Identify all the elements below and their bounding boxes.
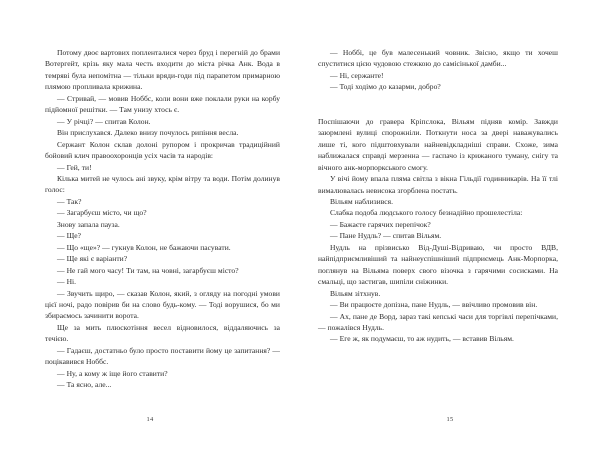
paragraph: — Ще? — [57, 231, 81, 241]
paragraph: — Ну, а кому ж іще його ставити? — [57, 368, 168, 378]
paragraph: Поспішаючи до гравера Кріпслока, Вільям підняв комір. Завжди заюрмлені вулиці спорожніли. Поткнути носа за двері наважувались лише ті, кого підштовхували найневідкладніші справи. Схоже, зима наближалася справді мерзенна — гаспачо із крижаного туману, снігу та вічного анк-морпоркського смогу. — [318, 116, 558, 172]
paragraph: — Бажаєте гарячих перепічок? — [330, 219, 431, 229]
paragraph: — У річці? — спитав Колон. — [57, 116, 151, 126]
paragraph: Вільям зітхнув. — [330, 288, 381, 298]
paragraph: Вільям наблизився. — [330, 196, 394, 206]
paragraph: — Так? — [57, 196, 82, 206]
paragraph: — Звучить щиро, — сказав Колон, який, з огляду на погодні умови цієї ночі, радо повірив би на слово будь-кому. — Тоді ворушися, бо ми збираємось зачинити ворота. — [45, 288, 280, 321]
paragraph: — Пане Нудль? — спитав Вільям. — [330, 231, 442, 241]
paragraph: — Що «ще»? — гукнув Колон, не бажаючи пасувати. — [57, 242, 231, 252]
paragraph: — Гей, ти! — [57, 162, 92, 172]
page-number: 15 — [446, 416, 454, 423]
paragraph: Потому двоє вартових попленталися через бруд і перегній до брами Вотергейт, крізь яку мала честь входити до міста річка Анк. Вода в темряві була непомітна — тільки вряди-годи під парапетом примарною плямою пропливала крижина. — [45, 48, 280, 92]
page-number: 14 — [146, 416, 154, 423]
paragraph: У вічі йому впала пляма світла з вікна Гільдії годинникарів. На її тлі вималювалась невисока згорблена постать. — [318, 174, 558, 195]
paragraph: — Загарбуєш місто, чи що? — [57, 208, 147, 218]
paragraph: — Еге ж, як подумаєш, то аж нудить, — вставив Вільям. — [330, 334, 514, 344]
paragraph: Знову запала пауза. — [57, 219, 120, 229]
left-page-text-column — [45, 47, 280, 391]
paragraph: Нудль на прізвисько Від-Душі-Відриваю, чи просто ВДВ, найпідприємливіший та найнеуспішніший підприємець Анк-Морпорка, поглянув на Вільяма поверх свого візочка з гарячими сосисками. На смальці, що застигав, шипіли сніжинки. — [318, 242, 558, 287]
paragraph: — Не гай мого часу! Ти там, на човні, загарбуєш місто? — [57, 265, 239, 275]
paragraph: Слабка подоба людського голосу безнадійно прошелестіла: — [330, 208, 523, 218]
paragraph: — Ні, сержанте! — [330, 70, 384, 80]
paragraph: — Гадаєш, достатньо було просто поставити йому це запитання? — поцікавився Ноббс. — [45, 345, 280, 367]
section-break — [318, 93, 558, 116]
right-page — [300, 0, 600, 455]
paragraph: — Ах, пане де Ворд, зараз такі кепські часи для торгівлі перепічками, — пожалівся Нудль. — [318, 311, 558, 332]
paragraph: Кілька митей не чулось ані звуку, крім вітру та води. Потім долинув голос: — [45, 173, 280, 195]
paragraph: — Ні. — [57, 277, 77, 287]
paragraph: — Стривай, — мовив Ноббс, коли вони вже поклали руки на корбу підйомної решітки. — Там унизу хтось є. — [45, 93, 280, 115]
paragraph: Він прислухався. Далеко внизу почулось рипіння весла. — [57, 128, 239, 138]
paragraph: — Ви працюєте допізна, пане Нудль, — ввічливо промовив він. — [330, 300, 538, 310]
paragraph: — Та ясно, але... — [57, 380, 112, 390]
paragraph: Ще за мить плюскотіння весел відновилося, віддаляючись за течією. — [45, 322, 280, 344]
paragraph: — Ноббі, це був малесенький човник. Звісно, якщо ти хочеш спуститися цією чудовою стежкою до самісінької дамби... — [318, 48, 558, 69]
paragraph: Сержант Колон склав долоні рупором і прокричав традиційний бойовий клич правоохоронців усіх часів та народів: — [45, 139, 280, 161]
right-page-text-column — [318, 47, 558, 345]
paragraph: — Тоді ходімо до казарми, добро? — [330, 82, 441, 92]
paragraph: — Ще які є варіанти? — [57, 254, 128, 264]
